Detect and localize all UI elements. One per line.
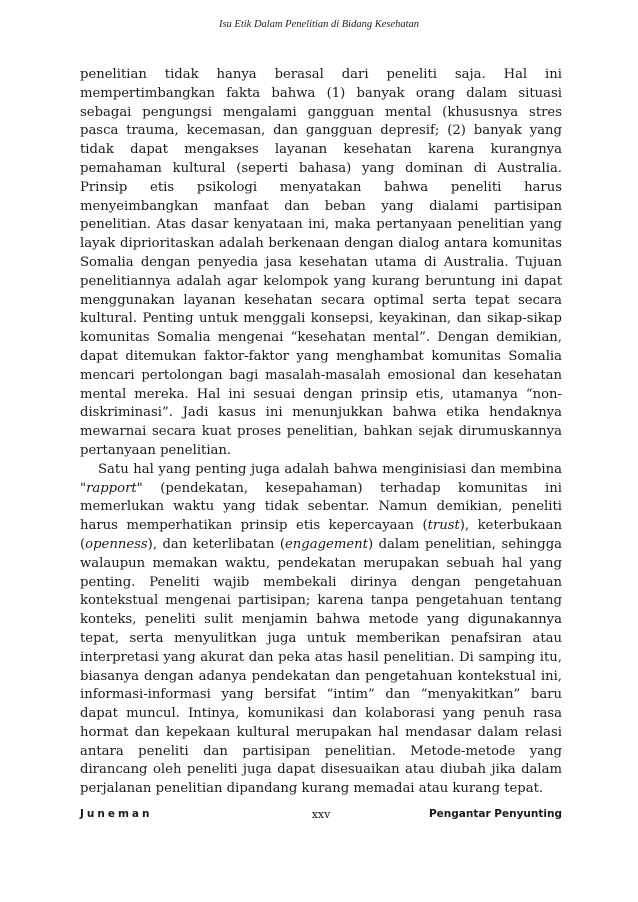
paragraph-2-text: " (pendekatan, kesepahaman) terhadap komunitas ini memerlukan waktu yang tidak sebentar. Namun demikian, peneliti harus memperhatikan prinsip etis kepercayaan ( [80,480,562,534]
footer-author: Juneman [80,808,153,820]
page-number: xxv [311,808,331,821]
paragraph-2 [80,461,562,799]
term-openness: openness [85,536,148,552]
paragraph-2-text: ), dan keterlibatan ( [147,536,285,552]
body-text [80,66,562,799]
term-trust: trust [427,518,460,534]
paragraph-2-text: Satu hal yang penting juga adalah bahwa menginisiasi dan membina " [80,461,562,496]
paragraph-2-text: ), keterbukaan ( [80,518,562,552]
term-rapport: rapport [86,480,137,496]
term-engagement: engagement [285,536,368,552]
running-header: Isu Etik Dalam Penelitian di Bidang Kesehatan [218,19,420,30]
paragraph-1: penelitian tidak hanya berasal dari peneliti saja. Hal ini mempertimbangkan fakta bahwa (1) banyak orang dalam situasi sebagai pengungsi mengalami gangguan mental (khususnya stres pasca trauma, kecemasan, dan gangguan depresif; (2) banyak yang tidak dapat mengakses layanan kesehatan karena kurangnya pemahaman kultural (seperti bahasa) yang dominan di Australia. Prinsip etis psikologi menyatakan bahwa peneliti harus menyeimbangkan manfaat dan beban yang dialami partisipan penelitian. Atas dasar kenyataan ini, maka pertanyaan penelitian yang layak diprioritaskan adalah berkenaan dengan dialog antara komunitas Somalia dengan penyedia jasa kesehatan utama di Australia. Tujuan penelitiannya adalah agar kelompok yang kurang beruntung ini dapat menggunakan layanan kesehatan secara optimal serta tepat secara kultural. Penting untuk menggali konsepsi, keyakinan, dan sikap-sikap komunitas Somalia mengenai “kesehatan mental”. Dengan demikian, dapat ditemukan faktor-faktor yang menghambat komunitas Somalia mencari pertolongan bagi masalah-masalah emosional dan kesehatan mental mereka. Hal ini sesuai dengan prinsip etis, utamanya “non-diskriminasi”. Jadi kasus ini menunjukkan bahwa etika hendaknya mewarnai secara kuat proses penelitian, bahkan sejak dirumuskannya pertanyaan penelitian. [80,67,562,458]
page-footer [80,808,562,824]
paragraph-2-text: ) dalam penelitian, sehingga walaupun memakan waktu, pendekatan merupakan sebuah hal yang penting. Peneliti wajib membekali dirinya dengan pengetahuan kontekstual mengenai partisipan; karena tanpa pengetahuan tentang konteks, peneliti sulit menjamin bahwa metode yang digunakannya tepat, serta menyulitkan juga untuk memberikan penafsiran atau interpretasi yang akurat dan peka atas hasil penelitian. Di samping itu, biasanya dengan adanya pendekatan dan pengetahuan kontekstual ini, informasi-informasi yang bersifat “intim” dan “menyakitkan” baru dapat muncul. Intinya, komunikasi dan kolaborasi yang penuh rasa hormat dan kepekaan kultural merupakan hal mendasar dalam relasi antara peneliti dan partisipan penelitian. Metode-metode yang dirancang oleh peneliti juga dapat disesuaikan atau diubah jika dalam perjalanan penelitian dipandang kurang memadai atau kurang tepat. [80,536,562,797]
footer-section-title: Pengantar Penyunting [428,808,562,820]
